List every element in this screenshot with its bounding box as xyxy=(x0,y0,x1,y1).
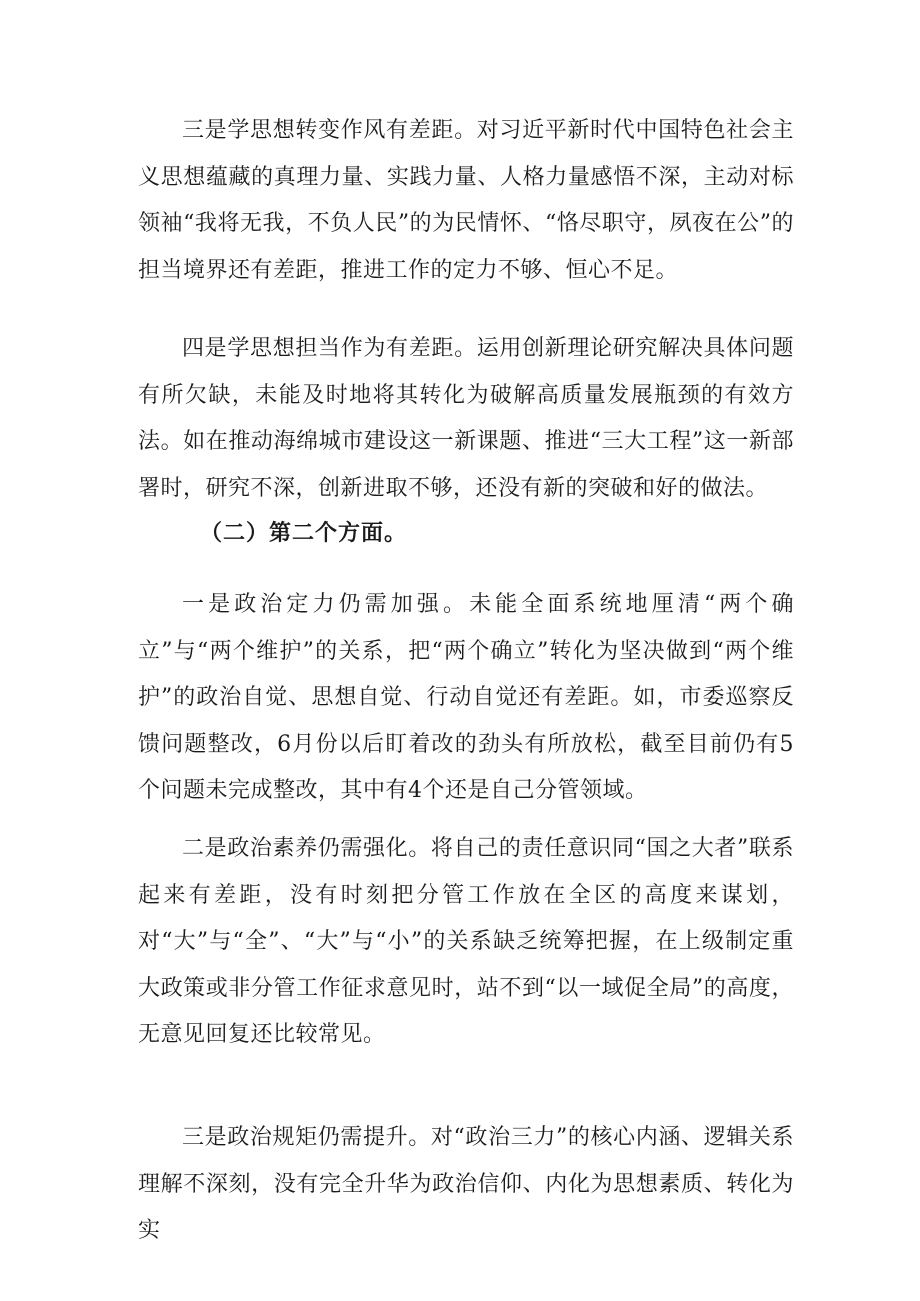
section-heading-second-aspect: （二）第二个方面。 xyxy=(200,520,408,546)
paragraph-political-rules: 三是政治规矩仍需提升。对“政治三力”的核心内涵、逻辑关系理解不深刻，没有完全升华为政治信仰、内化为思想素质、转化为实 xyxy=(138,1125,794,1243)
paragraph-political-literacy: 二是政治素养仍需强化。将自己的责任意识同“国之大者”联系起来有差距，没有时刻把分管工作放在全区的高度来谋划，对“大”与“全”、“大”与“小”的关系缺乏统筹把握，在上级制定重大政策或非分管工作征求意见时，站不到“以一域促全局”的高度，无意见回复还比较常见。 xyxy=(138,836,794,1047)
paragraph-study-responsibility-gap: 四是学思想担当作为有差距。运用创新理论研究解决具体问题有所欠缺，未能及时地将其转化为破解高质量发展瓶颈的有效方法。如在推动海绵城市建设这一新课题、推进“三大工程”这一新部署时，研究不深，创新进取不够，还没有新的突破和好的做法。 xyxy=(138,336,794,501)
paragraph-political-stability: 一是政治定力仍需加强。未能全面系统地厘清“两个确立”与“两个维护”的关系，把“两个确立”转化为坚决做到“两个维护”的政治自觉、思想自觉、行动自觉还有差距。如，市委巡察反馈问题整改，6月份以后盯着改的劲头有所放松，截至目前仍有5个问题未完成整改，其中有4个还是自己分管领域。 xyxy=(138,592,794,803)
paragraph-study-style-gap: 三是学思想转变作风有差距。对习近平新时代中国特色社会主义思想蕴藏的真理力量、实践力量、人格力量感悟不深，主动对标领袖“我将无我，不负人民”的为民情怀、“恪尽职守，夙夜在公”的担当境界还有差距，推进工作的定力不够、恒心不足。 xyxy=(138,118,794,283)
